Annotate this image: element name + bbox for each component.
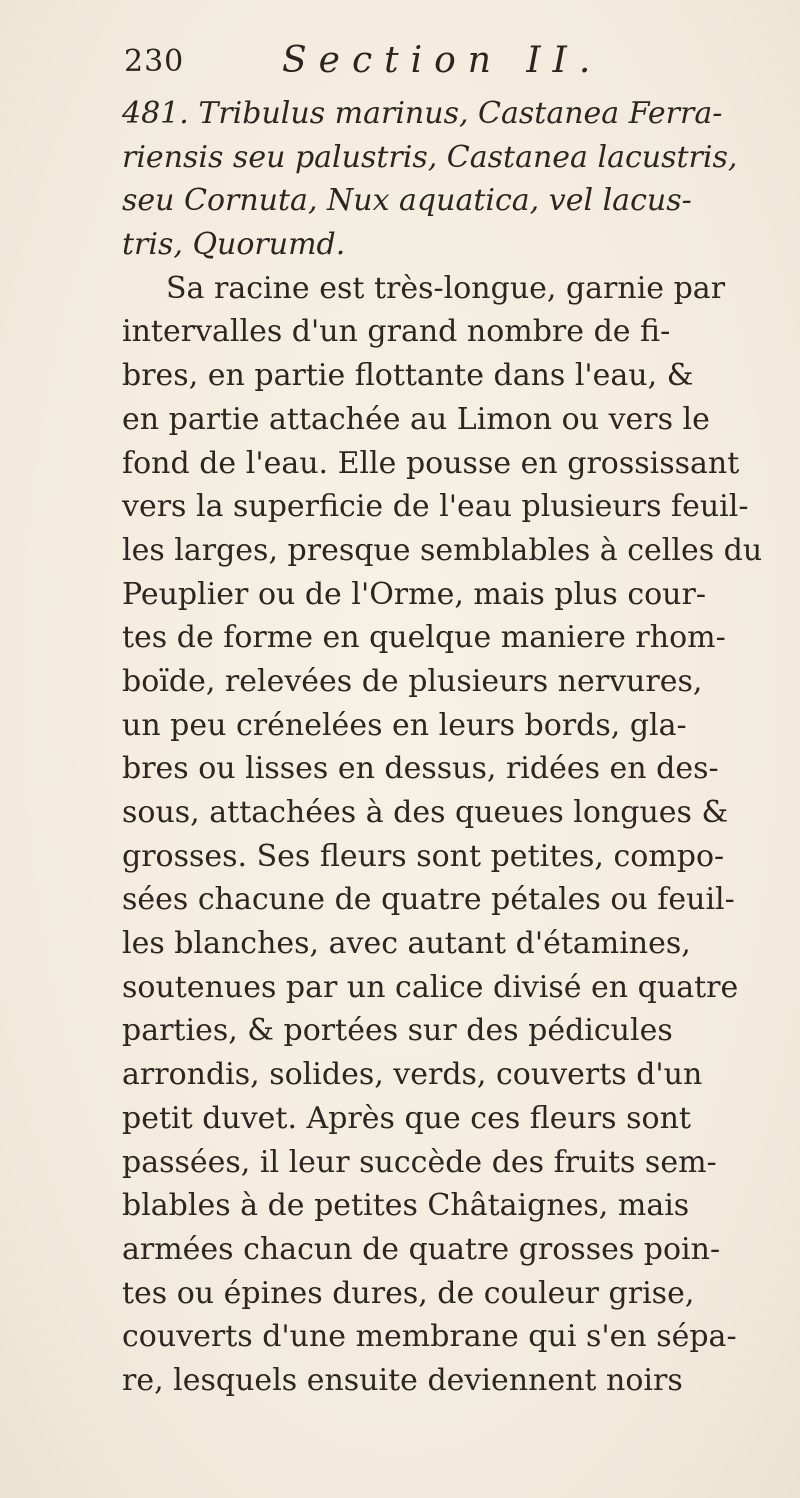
text-line: riensis seu palustris, Castanea lacustris, <box>122 139 738 175</box>
text-line: blables à de petites Châtaignes, mais <box>122 1188 690 1224</box>
running-title: Section II. <box>282 40 603 81</box>
text-line: 481. Tribulus marinus, Castanea Ferra- <box>122 96 723 131</box>
text-line: seu Cornuta, Nux aquatica, vel lacus- <box>122 183 692 219</box>
text-line: parties, & portées sur des pédicules <box>122 1013 673 1049</box>
text-line: petit duvet. Après que ces fleurs sont <box>122 1100 691 1136</box>
text-line: bres, en partie flottante dans l'eau, & <box>122 358 694 394</box>
text-line: bres ou lisses en dessus, ridées en des- <box>122 751 719 787</box>
text-line: intervalles d'un grand nombre de fi- <box>122 314 671 350</box>
text-line: en partie attachée au Limon ou vers le <box>122 401 710 437</box>
page-header <box>124 40 644 86</box>
text-line: un peu crénelées en leurs bords, gla- <box>122 707 687 743</box>
text-line: tes ou épines dures, de couleur grise, <box>122 1275 695 1311</box>
text-line: tes de forme en quelque maniere rhom- <box>122 620 726 656</box>
text-line: fond de l'eau. Elle pousse en grossissant <box>122 445 740 481</box>
text-line: boïde, relevées de plusieurs nervures, <box>122 663 703 699</box>
text-line: vers la superficie de l'eau plusieurs feuil- <box>122 489 749 525</box>
body-text <box>122 92 772 1403</box>
text-line: sous, attachées à des queues longues & <box>122 795 729 830</box>
text-line: les blanches, avec autant d'étamines, <box>122 926 691 962</box>
text-line: armées chacun de quatre grosses poin- <box>122 1231 721 1267</box>
text-line: couverts d'une membrane qui s'en sépa- <box>122 1319 737 1355</box>
page-number: 230 <box>124 44 185 79</box>
text-line: grosses. Ses fleurs sont petites, compo- <box>122 838 725 874</box>
text-line: arrondis, solides, verds, couverts d'un <box>122 1057 703 1093</box>
text-line: Peuplier ou de l'Orme, mais plus cour- <box>122 576 706 612</box>
text-line: soutenues par un calice divisé en quatre <box>122 969 739 1005</box>
text-line: les larges, presque semblables à celles du <box>122 532 763 568</box>
text-line: sées chacune de quatre pétales ou feuil- <box>122 882 735 918</box>
text-line: re, lesquels ensuite deviennent noirs <box>122 1362 683 1398</box>
text-line: Sa racine est très-longue, garnie par <box>166 270 726 306</box>
text-line: passées, il leur succède des fruits sem- <box>122 1144 717 1180</box>
text-line: tris, Quorumd. <box>122 227 346 263</box>
